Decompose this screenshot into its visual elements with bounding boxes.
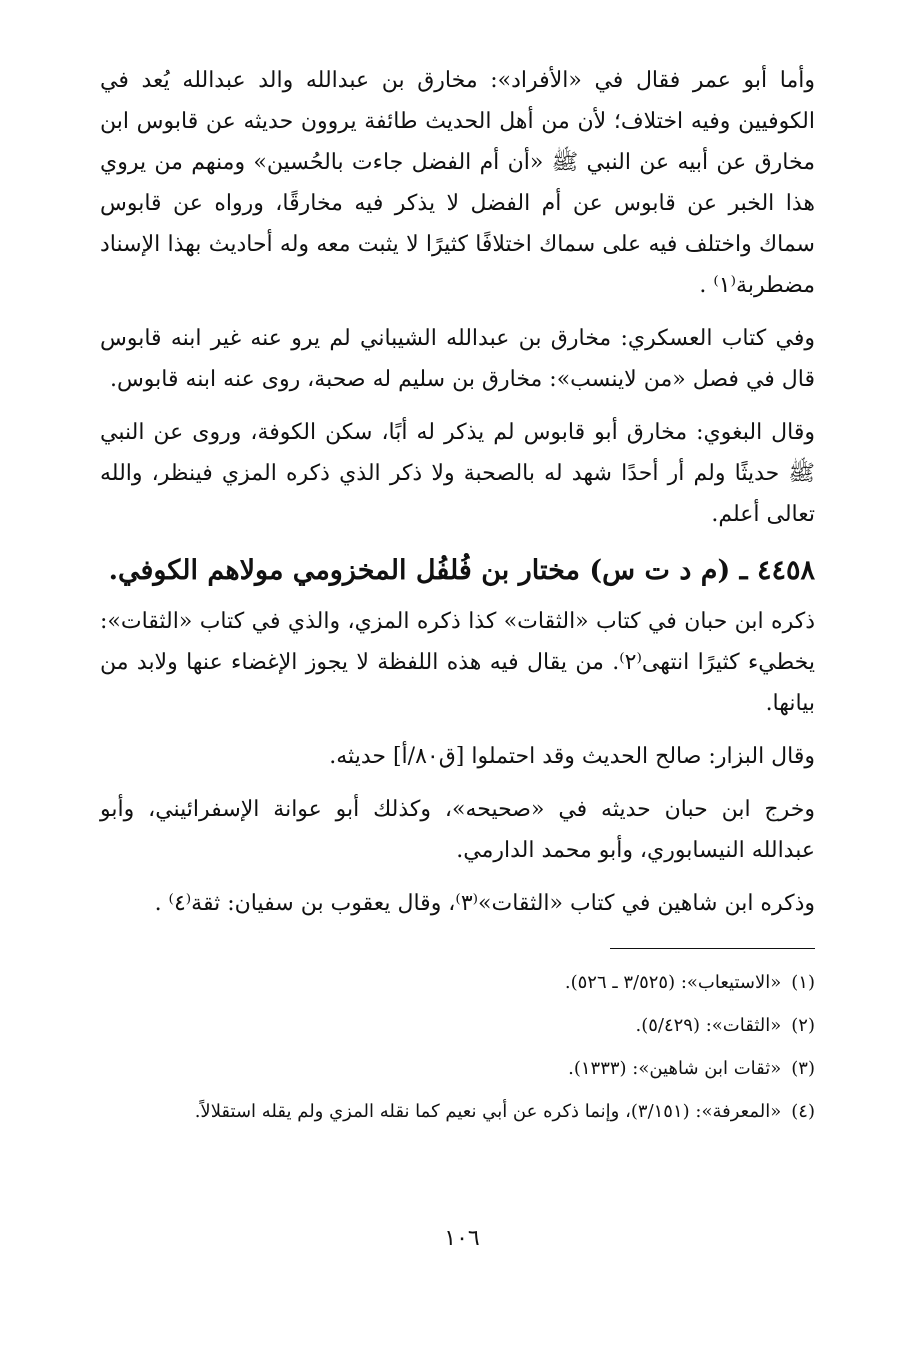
- page-body: [100, 60, 815, 1137]
- paragraph-ibn-shahin: وذكره ابن شاهين في كتاب «الثقات»⁽٣⁾، وقال يعقوب بن سفيان: ثقة⁽٤⁾ .: [154, 891, 815, 916]
- footnote-number: (٣): [791, 1058, 815, 1079]
- paragraph-baghawi: وقال البغوي: مخارق أبو قابوس لم يذكر له أبًا، سكن الكوفة، وروى عن النبي ﷺ حديثًا ولم أر أحدًا شهد له بالصحبة ولا ذكر الذي ذكره المزي فينظر، والله تعالى أعلم.: [100, 420, 815, 527]
- paragraph-bazzar: وقال البزار: صالح الحديث وقد احتملوا [ق٨٠/أ] حديثه.: [329, 744, 815, 769]
- footnote-3: [100, 1051, 815, 1087]
- footnote-number: (١): [791, 972, 815, 993]
- entry-heading: ٤٤٥٨ ـ (م د ت س) مختار بن فُلفُل المخزومي مولاهم الكوفي.: [108, 555, 815, 586]
- footnote-number: (٤): [791, 1101, 815, 1122]
- page-number: ١٠٦: [444, 1226, 480, 1251]
- footnotes: [100, 965, 815, 1130]
- footnote-1: [100, 965, 815, 1001]
- footnote-text: «الاستيعاب»: (٣/٥٢٥ ـ ٥٢٦).: [564, 972, 782, 993]
- footnote-separator: [610, 948, 815, 949]
- footnote-text: «المعرفة»: (٣/١٥١)، وإنما ذكره عن أبي نعيم كما نقله المزي ولم يقله استقلالاً.: [194, 1101, 782, 1122]
- paragraph-askari: وفي كتاب العسكري: مخارق بن عبدالله الشيباني لم يرو عنه غير ابنه قابوس قال في فصل «من لاينسب»: مخارق بن سليم له صحبة، روى عنه ابنه قابوس.: [100, 326, 815, 392]
- footnote-text: «ثقات ابن شاهين»: (١٣٣٣).: [568, 1058, 782, 1079]
- paragraph-ibn-hibban: ذكره ابن حبان في كتاب «الثقات» كذا ذكره المزي، والذي في كتاب «الثقات»: يخطيء كثيرًا انتهى⁽٢⁾. من يقال فيه هذه اللفظة لا يجوز الإغضاء عنها ولابد من بيانها.: [100, 609, 815, 716]
- paragraph-sahih: وخرج ابن حبان حديثه في «صحيحه»، وكذلك أبو عوانة الإسفرائيني، وأبو عبدالله النيسابوري، وأبو محمد الدارمي.: [100, 797, 815, 863]
- footnote-4: [100, 1094, 815, 1130]
- footnote-2: [100, 1008, 815, 1044]
- footnote-text: «الثقات»: (٥/٤٢٩).: [635, 1015, 782, 1036]
- footnote-number: (٢): [791, 1015, 815, 1036]
- paragraph-abu-umar: وأما أبو عمر فقال في «الأفراد»: مخارق بن عبدالله والد عبدالله يُعد في الكوفيين وفيه اختلاف؛ لأن من أهل الحديث طائفة يروون حديثه عن قابوس ابن مخارق عن أبيه عن النبي ﷺ «أن أم الفضل جاءت بالحُسين» ومنهم من يروي هذا الخبر عن قابوس عن أم الفضل لا يذكر فيه مخارقًا، ورواه عن قابوس سماك واختلف فيه على سماك اختلافًا كثيرًا لا يثبت معه وله أحاديث بهذا الإسناد مضطربة⁽١⁾ .: [100, 68, 815, 298]
